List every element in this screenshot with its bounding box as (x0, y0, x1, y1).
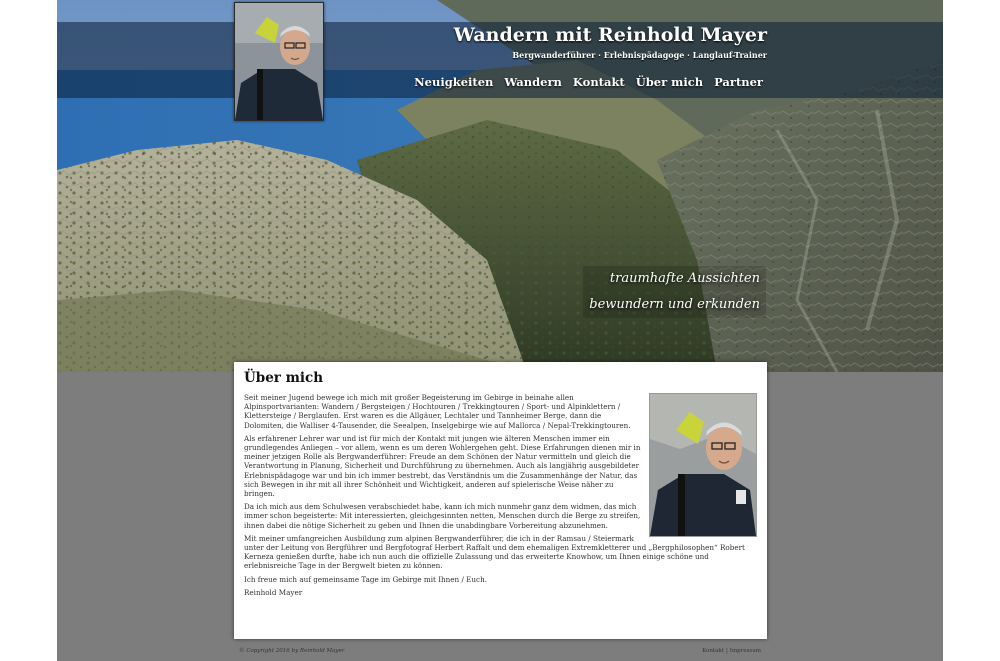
nav-item-partner[interactable]: Partner (714, 75, 763, 89)
page (57, 0, 943, 661)
content-box (234, 362, 767, 639)
nav-item-neuigkeiten[interactable]: Neuigkeiten (414, 75, 494, 89)
main-navigation (414, 75, 763, 89)
nav-item-wandern[interactable]: Wandern (504, 75, 562, 89)
footer-links (702, 648, 761, 654)
tagline-line-2: bewundern und erkunden (583, 292, 766, 318)
site-subtitle: Bergwanderführer · Erlebnispädagoge · Langlauf-Trainer (512, 50, 767, 60)
about-paragraph-5: Ich freue mich auf gemeinsame Tage im Gebirge mit Ihnen / Euch. (244, 574, 487, 584)
tagline-line-1: traumhafte Aussichten (583, 266, 766, 292)
footer-separator: | (725, 648, 728, 654)
site-title: Wandern mit Reinhold Mayer (453, 24, 767, 46)
page-heading: Über mich (244, 370, 324, 386)
about-paragraph-1: Seit meiner Jugend bewege ich mich mit großer Begeisterung im Gebirge in beinahe allen Alpinsportvarianten: Wandern / Bergsteigen / Hochtouren / Trekkingtouren / Sport- und Alpinklettern / Klettersteige / Berglaufen. Erst waren es die Allgäuer, Lechtaler und Tannheimer Berge, dann die Dolomiten, die Walliser 4-Tausender, die Seealpen, Inselgebirge wie auf Mallorca / Nepal-Trekkingtouren. (244, 393, 631, 430)
footer-link-kontakt[interactable]: Kontakt (702, 648, 724, 654)
content-portrait-photo (649, 393, 757, 537)
about-paragraph-2: Als erfahrener Lehrer war und ist für mich der Kontakt mit jungen wie älteren Menschen immer ein grundlegendes Anliegen – vor allem, wenn es um deren Wohlergehen geht. Diese Erfahrungen dienen mir in meiner jetzigen Rolle als Bergwanderführer: Freude an dem Schönen der Natur vermitteln und gleich die Verantwortung in Planung, Sicherheit und Durchführung zu übernehmen. Auch als langjährig ausgebildeter Erlebnispädagoge war und bin ich immer bestrebt, das Verständnis um die Zusammenhänge der Natur, das sich Bewegen in ihr mit all ihrer Schönheit und Wichtigkeit, anderen auf spielerische Weise näher zu bringen. (244, 433, 641, 499)
nav-item-ueber-mich[interactable]: Über mich (635, 75, 704, 89)
footer-copyright: © Copyright 2016 by Reinhold Mayer (239, 648, 345, 654)
header-portrait-photo (234, 2, 324, 121)
about-signature: Reinhold Mayer (244, 587, 303, 597)
about-paragraph-4: Mit meiner umfangreichen Ausbildung zum alpinen Bergwanderführer, die ich in der Ramsau / Steiermark unter der Leitung von Bergführer und Bergfotograf Herbert Raffalt und dem ehemaligen Extremkletterer und „Bergphilosophen“ Robert Kerneza genießen durfte, habe ich nun auch die offizielle Zulassung und das erweiterte Knowhow, um Ihnen einige schöne und erlebnisreiche Tage in der Bergwelt bieten zu können. (244, 533, 745, 571)
nav-item-kontakt[interactable]: Kontakt (572, 75, 625, 89)
hero-tagline (583, 266, 766, 318)
about-paragraph-3: Da ich mich aus dem Schulwesen verabschiedet habe, kann ich mich nunmehr ganz dem widmen, das mich immer schon begeisterte: Mit interessierten, gleichgesinnten netten, Menschen durch die Berge zu streifen, ihnen dabei die nötige Sicherheit zu geben und Ihnen die unabdingbare Vorbereitung abzunehmen. (244, 502, 641, 530)
footer-link-impressum[interactable]: Impressum (729, 648, 761, 654)
